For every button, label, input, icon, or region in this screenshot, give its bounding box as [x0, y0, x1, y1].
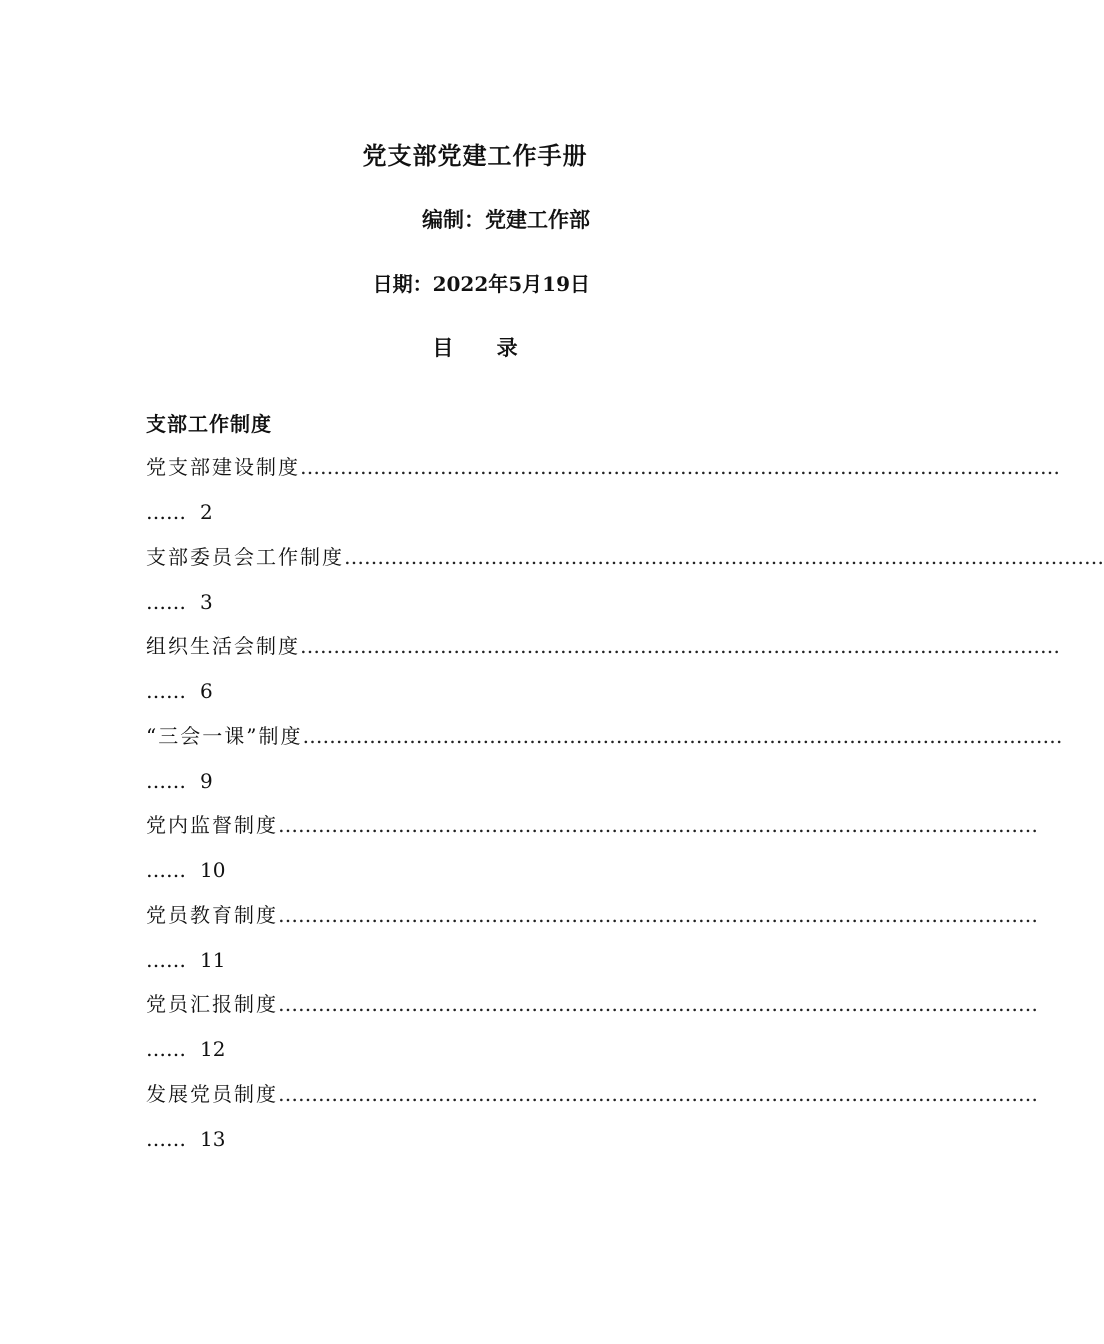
- leader-dots-tail: ……: [146, 768, 186, 793]
- toc-page-number: 11: [200, 947, 226, 972]
- leader-dots: ……………………………………………………………………………………………………: [278, 813, 1038, 837]
- toc-page-number: 6: [200, 679, 213, 703]
- toc-page-number: 12: [200, 1037, 226, 1061]
- date-line: 日期：2022年5月19日: [372, 272, 590, 296]
- compiler-line: 编制：党建工作部: [422, 207, 590, 232]
- toc-entry-label: “三会一课”制度: [146, 723, 303, 748]
- toc-entry-label: 党内监督制度: [146, 813, 278, 837]
- section-heading: 支部工作制度: [146, 412, 272, 436]
- toc-entry-label: 党支部建设制度: [146, 455, 300, 479]
- toc-entry[interactable]: [146, 809, 1038, 899]
- leader-dots: ……………………………………………………………………………………………………: [278, 1081, 1038, 1106]
- toc-entry[interactable]: [146, 541, 1104, 631]
- leader-dots-tail: ……: [146, 947, 186, 972]
- leader-dots-tail: ……: [146, 500, 186, 524]
- toc-entry[interactable]: [146, 451, 1060, 541]
- leader-dots: ……………………………………………………………………………………………………: [300, 634, 1060, 658]
- leader-dots: ……………………………………………………………………………………………………: [278, 902, 1038, 927]
- leader-dots-tail: ……: [146, 858, 186, 882]
- toc-entry[interactable]: [146, 899, 1038, 989]
- leader-dots: ……………………………………………………………………………………………………: [344, 544, 1104, 569]
- toc-page-number: 2: [200, 500, 213, 524]
- leader-dots: ……………………………………………………………………………………………………: [300, 455, 1060, 479]
- toc-page-number: 13: [200, 1126, 226, 1151]
- toc-entry-label: 发展党员制度: [146, 1081, 278, 1106]
- leader-dots-tail: ……: [146, 1126, 186, 1151]
- toc-entry[interactable]: [146, 720, 1063, 810]
- document-title: 党支部党建工作手册: [362, 141, 588, 170]
- toc-page-number: 3: [200, 589, 213, 614]
- toc-entry-label: 组织生活会制度: [146, 634, 300, 658]
- toc-entry[interactable]: [146, 1078, 1038, 1168]
- toc-page-number: 10: [200, 858, 226, 882]
- leader-dots: ……………………………………………………………………………………………………: [302, 723, 1063, 748]
- leader-dots-tail: ……: [146, 1037, 186, 1061]
- toc-page-number: 9: [200, 768, 213, 793]
- leader-dots: ……………………………………………………………………………………………………: [278, 992, 1038, 1016]
- toc-entry-label: 党员汇报制度: [146, 992, 278, 1016]
- leader-dots-tail: ……: [146, 679, 186, 703]
- toc-entry-label: 党员教育制度: [146, 902, 278, 927]
- leader-dots-tail: ……: [146, 589, 186, 614]
- table-of-contents: [146, 451, 1104, 1167]
- toc-entry[interactable]: [146, 988, 1038, 1078]
- toc-title: 目 录: [432, 335, 536, 360]
- toc-entry[interactable]: [146, 630, 1060, 720]
- toc-entry-label: 支部委员会工作制度: [146, 544, 344, 569]
